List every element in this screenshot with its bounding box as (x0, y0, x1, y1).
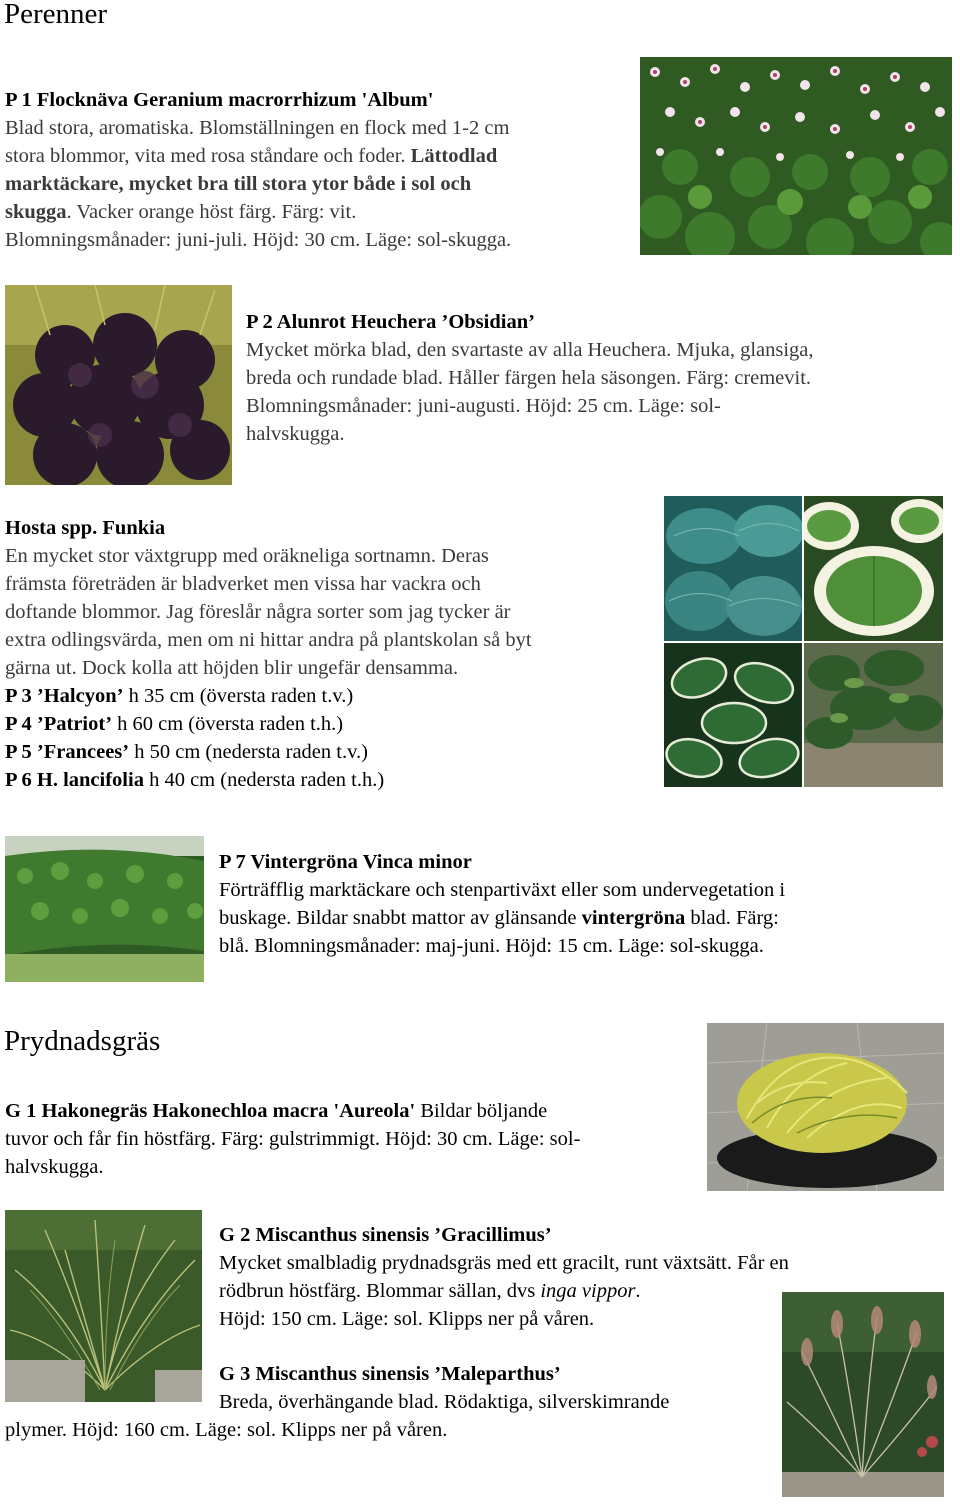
hosta-line4: extra odlingsvärda, men om ni hittar andra på plantskolan så byt (5, 629, 532, 651)
geranium-photo (640, 57, 952, 255)
g3-block (219, 1360, 779, 1416)
p2-block (246, 308, 946, 448)
p1-block (5, 86, 625, 254)
hosta-francees-photo (664, 643, 802, 787)
hosta-title: Hosta spp. Funkia (5, 517, 166, 539)
section-title-perenner: Perenner (4, 0, 108, 30)
hosta-item-4: P 6 H. lancifolia h 40 cm (nedersta raden t.h.) (5, 769, 385, 791)
g1-block (5, 1097, 695, 1181)
g3-title: G 3 Miscanthus sinensis ’Maleparthus’ (219, 1363, 561, 1385)
g1-line3: halvskugga. (5, 1156, 104, 1178)
hosta-block (5, 514, 655, 794)
p2-line3: Blomningsmånader: juni-augusti. Höjd: 25 cm. Läge: sol- (246, 395, 721, 417)
p1-bold-c: skugga (5, 201, 67, 223)
p2-line4: halvskugga. (246, 423, 345, 445)
miscanthus-maleparthus-photo (782, 1292, 944, 1497)
p2-title: P 2 Alunrot Heuchera ’Obsidian’ (246, 311, 535, 333)
hosta-line5: gärna ut. Dock kolla att höjden blir ungefär densamma. (5, 657, 459, 679)
vinca-photo (5, 836, 204, 982)
hosta-item-1: P 3 ’Halcyon’ h 35 cm (översta raden t.v.) (5, 685, 354, 707)
heuchera-photo (5, 285, 232, 485)
hosta-line2: främsta företräden är bladverket men vissa har vackra och (5, 573, 481, 595)
hosta-patriot-photo (804, 496, 943, 641)
g1-line1: G 1 Hakonegräs Hakonechloa macra 'Aureola' Bildar böljande (5, 1100, 548, 1122)
p1-text-a: Blad stora, aromatiska. Blomställningen en flock med 1-2 cm (5, 117, 510, 139)
p2-line2: breda och rundade blad. Håller färgen hela säsongen. Färg: cremevit. (246, 367, 812, 389)
section-title-prydnadsgras: Prydnadsgräs (4, 1025, 161, 1057)
hosta-line3: doftande blommor. Jag föreslår några sorter som jag tycker är (5, 601, 511, 623)
g1-line2: tuvor och får fin höstfärg. Färg: gulstrimmigt. Höjd: 30 cm. Läge: sol- (5, 1128, 581, 1150)
hosta-item-3: P 5 ’Francees’ h 50 cm (nedersta raden t.v.) (5, 741, 368, 763)
p7-line1: Förträfflig marktäckare och stenpartiväxt eller som undervegetation i (219, 879, 786, 901)
p1-bold-b: marktäckare, mycket bra till stora ytor både i sol och (5, 173, 472, 195)
hosta-item-2: P 4 ’Patriot’ h 60 cm (översta raden t.h.) (5, 713, 344, 735)
miscanthus-gracillimus-photo (5, 1210, 202, 1402)
g1-title: G 1 Hakonegräs Hakonechloa macra 'Aureola' (5, 1100, 416, 1122)
g2-line3: Höjd: 150 cm. Läge: sol. Klipps ner på våren. (219, 1308, 595, 1330)
hosta-line1: En mycket stor växtgrupp med oräkneliga sortnamn. Deras (5, 545, 489, 567)
p7-block (219, 848, 949, 960)
g3-line1: Breda, överhängande blad. Rödaktiga, silverskimrande (219, 1391, 670, 1413)
g3-line2: plymer. Höjd: 160 cm. Läge: sol. Klipps ner på våren. (5, 1419, 448, 1441)
p7-line2: buskage. Bildar snabbt mattor av glänsande vintergröna blad. Färg: (219, 907, 779, 929)
g2-title: G 2 Miscanthus sinensis ’Gracillimus’ (219, 1224, 552, 1246)
p1-text-d: Blomningsmånader: juni-juli. Höjd: 30 cm. Läge: sol-skugga. (5, 229, 512, 251)
hosta-halcyon-photo (664, 496, 802, 641)
p1-text-b: stora blommor, vita med rosa ståndare och foder. (5, 145, 406, 167)
p7-title: P 7 Vintergröna Vinca minor (219, 851, 472, 873)
g2-line1: Mycket smalbladig prydnadsgräs med ett gracilt, runt växtsätt. Får en (219, 1252, 789, 1274)
p7-line3: blå. Blomningsmånader: maj-juni. Höjd: 15 cm. Läge: sol-skugga. (219, 935, 764, 957)
p1-bold-a: Lättodlad (405, 145, 498, 167)
hosta-lancifolia-photo (804, 643, 943, 787)
hakonechloa-photo (707, 1023, 944, 1191)
p1-title: P 1 Flocknäva Geranium macrorrhizum 'Album' (5, 89, 434, 111)
p1-text-c: . Vacker orange höst färg. Färg: vit. (66, 201, 357, 223)
g2-line2: rödbrun höstfärg. Blommar sällan, dvs inga vippor. (219, 1280, 641, 1302)
p2-line1: Mycket mörka blad, den svartaste av alla Heuchera. Mjuka, glansiga, (246, 339, 814, 361)
